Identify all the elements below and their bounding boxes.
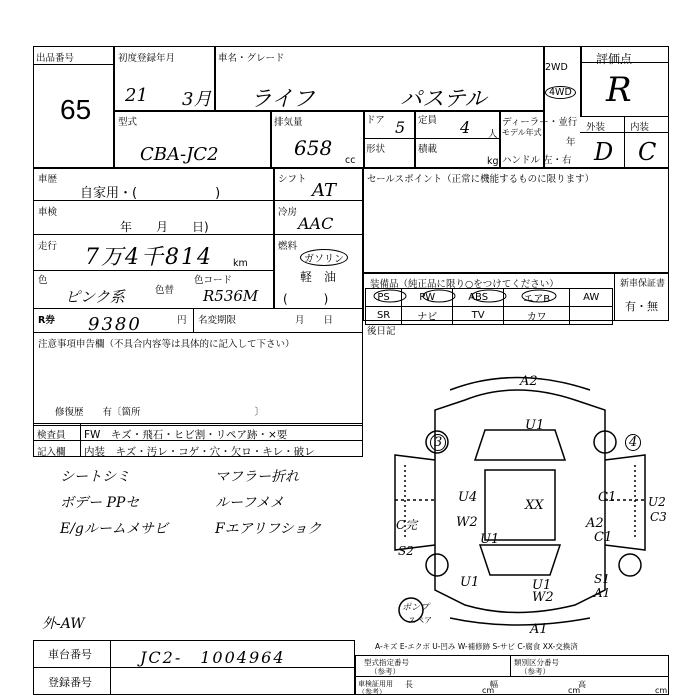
mark-w2-left: W2 [456, 515, 478, 530]
roof [485, 470, 555, 540]
color-code: R536M [203, 287, 259, 305]
inspector-label: 検査員 [37, 430, 66, 441]
equip-airbag[interactable]: エアB [504, 289, 570, 307]
mark-u2: U2 [648, 495, 666, 509]
divider [510, 655, 511, 676]
ac-label: 冷房 [278, 207, 298, 218]
lot-no-label: 出品番号 [36, 53, 75, 64]
divider [614, 273, 615, 321]
capacity-unit: 人 [488, 129, 498, 140]
divider [33, 332, 363, 333]
chassis-label: 車台番号 [48, 648, 92, 661]
circle-ps [374, 290, 406, 302]
divider [270, 110, 272, 168]
mark-c1-right: C1 [598, 490, 617, 505]
car-diagram [365, 370, 670, 632]
capacity-label: 定員 [418, 115, 438, 126]
width-label: 幅 [490, 680, 498, 689]
handle-label: ハンドル 左・右 [502, 155, 572, 166]
shaken: 年 月 日) [120, 220, 209, 234]
divider [580, 46, 582, 116]
grade: パステル [400, 87, 487, 112]
repair-label: 修復歴 有〔箇所 〕 [55, 407, 265, 418]
type-spec-ref: （参考） [370, 667, 400, 676]
divider [363, 138, 499, 139]
shape-label: 形状 [366, 144, 386, 155]
comment-5: ルーフメメ [215, 495, 284, 511]
after-label: 後日記 [367, 326, 396, 337]
recycle: 9380 [88, 314, 142, 335]
dealer-label: ディーラー・並行 [502, 117, 578, 128]
equip-aw[interactable]: AW [570, 289, 613, 307]
equip-pw[interactable]: PW [402, 289, 453, 307]
class-ref: （参考） [520, 667, 550, 676]
color-code-label: 色コード [194, 275, 233, 286]
ext-label: 外装 [586, 122, 606, 133]
reg-year: 21 [125, 85, 148, 106]
reg-month: 3月 [182, 89, 212, 110]
disp-unit: cc [345, 155, 356, 166]
shift-label: シフト [278, 174, 307, 185]
equip-abs[interactable]: ABS [453, 289, 504, 307]
comment-4: マフラー折れ [215, 469, 299, 485]
fw-row: FW キズ・飛石・ヒビ割・リペア跡・×要 [84, 429, 288, 441]
width-unit: cm [568, 686, 581, 695]
divider [214, 46, 216, 110]
sales-label: セールスポイント（正常に機能するものに限ります） [367, 174, 595, 185]
mark-c3: C3 [650, 510, 667, 524]
divider [624, 116, 625, 168]
equipment-circles [365, 288, 613, 304]
length-label: 長 [405, 680, 413, 689]
height-label: 高 [578, 680, 586, 689]
load-unit: kg [487, 156, 499, 167]
model: CBA-JC2 [140, 144, 219, 165]
fuel-label: 燃料 [278, 241, 298, 252]
mark-u1-left: U1 [480, 532, 500, 547]
load-label: 積載 [418, 144, 438, 155]
door-label: ドア [366, 115, 385, 126]
equip-tv[interactable]: TV [453, 307, 504, 325]
color-label: 色 [38, 275, 48, 286]
equipment-label: 装備品（純正品に限り○をつけてください） [370, 279, 559, 290]
entry-label: 記入欄 [37, 447, 66, 458]
mark-3: 3 [430, 434, 446, 451]
equip-sr[interactable]: SR [366, 307, 402, 325]
wheel-rear-left [426, 554, 448, 576]
mark-a1-right: A1 [594, 586, 611, 600]
equip-leather[interactable]: カワ [504, 307, 570, 325]
history: 自家用・( ) [80, 186, 221, 201]
color: ピンク系 [65, 288, 125, 306]
mark-u4: U4 [458, 490, 478, 505]
equip-blank [570, 307, 613, 325]
equip-ps[interactable]: PS [366, 289, 402, 307]
mileage: 7万4千814 [85, 245, 213, 270]
mark-u1-rear: U1 [532, 578, 552, 593]
divider [273, 168, 275, 308]
warranty: 有・無 [625, 300, 658, 313]
shaken-label: 車検 [38, 207, 58, 218]
caution-label: 注意事項申告欄（不具合内容等は具体的に記入して下さい） [38, 339, 295, 350]
mark-4: 4 [625, 434, 641, 451]
door: 5 [395, 118, 406, 137]
comment-6: Fエアリフショク [215, 521, 322, 537]
circle-airbag [522, 290, 556, 302]
color-code-paren: ( ) [283, 292, 329, 306]
mark-a2-right: A2 [586, 516, 604, 531]
disp-label: 排気量 [274, 117, 303, 128]
length-unit: cm [482, 686, 495, 695]
int-grade: C [638, 138, 657, 166]
drive-4wd: 4WD [545, 86, 576, 99]
first-reg-label: 初度登録年月 [118, 53, 176, 64]
divider [193, 308, 194, 332]
fuel-diesel: 軽 油 [300, 270, 337, 284]
mark-w2-rear: W2 [532, 590, 554, 605]
score: R [606, 70, 632, 110]
divider [110, 640, 111, 695]
model-year-label: モデル年式 [502, 128, 542, 137]
mark-s2: S2 [398, 544, 414, 558]
warranty-label: 新車保証書 [620, 279, 666, 289]
left-side [395, 455, 435, 550]
score-label: 評価点 [596, 52, 633, 66]
fuel-gasoline: ガソリン [300, 249, 348, 266]
mark-spare: スペア [408, 616, 432, 625]
mark-c-kan: C完 [396, 518, 418, 532]
lot-no: 65 [60, 94, 92, 125]
car-name-label: 車名・グレード [218, 53, 285, 64]
divider [33, 308, 363, 309]
comment-2: ボデー PPセ [60, 495, 140, 511]
mark-a2-top: A2 [520, 374, 538, 389]
int-label: 内装 [630, 122, 650, 133]
chassis-number: JC2- 1004964 [140, 648, 286, 667]
mark-u1-rear-left: U1 [460, 575, 480, 590]
repaint-label: 色替 [155, 285, 175, 296]
int-row: 内装 キズ・汚レ・コゲ・穴・欠ロ・キレ・破レ [84, 446, 315, 458]
equip-navi[interactable]: ナビ [402, 307, 453, 325]
drive-2wd: 2WD [545, 62, 568, 73]
name-change: 月 日 [295, 315, 334, 326]
circle-pw [423, 290, 455, 302]
recycle-unit: 円 [177, 315, 187, 326]
year-unit: 年 [566, 137, 576, 148]
mark-pump: ポンプ [402, 603, 430, 613]
type-spec-label: 型式指定番号 [364, 658, 409, 667]
divider [499, 110, 501, 168]
comment-3: E/gルームメサビ [60, 521, 168, 537]
mark-a1-bottom: A1 [530, 622, 548, 637]
mileage-label: 走行 [38, 241, 58, 252]
shift: AT [312, 180, 337, 201]
reg-label: 登録番号 [48, 676, 92, 689]
divider [355, 676, 669, 677]
rear-window [480, 545, 560, 575]
circle-abs [472, 290, 506, 302]
mark-c1-right2: C1 [594, 530, 613, 545]
header-frame [33, 46, 669, 168]
recycle-label: R券 [38, 315, 55, 326]
windshield [475, 430, 565, 460]
capacity: 4 [460, 118, 471, 137]
ext-grade: D [594, 138, 614, 166]
ac: AAC [298, 214, 334, 233]
divider [414, 110, 416, 168]
cert-label: 車検証用用（参考） [358, 680, 393, 696]
class-label: 類別区分番号 [514, 658, 559, 667]
disp: 658 [294, 136, 333, 160]
comment-1: シートシミ [60, 469, 130, 485]
height-unit: cm [655, 686, 668, 695]
mark-xx: XX [525, 498, 544, 513]
divider [33, 64, 113, 65]
mileage-unit: km [233, 258, 248, 269]
car-name: ライフ [250, 87, 315, 112]
history-label: 車歴 [38, 174, 58, 185]
mark-u1-hood: U1 [525, 418, 545, 433]
name-change-label: 名変期限 [198, 315, 237, 326]
wheel-rear-right [619, 554, 641, 576]
divider [363, 110, 365, 168]
divider [113, 46, 115, 168]
model-label: 型式 [118, 117, 138, 128]
mark-s1: S1 [594, 572, 610, 586]
divider [80, 423, 81, 457]
damage-legend: A-キズ E-エクボ U-凹み W-補修跡 S-サビ C-腐食 XX-交換済 [375, 642, 578, 651]
aw-note: 外-AW [42, 616, 85, 632]
rear-bumper [450, 618, 590, 625]
